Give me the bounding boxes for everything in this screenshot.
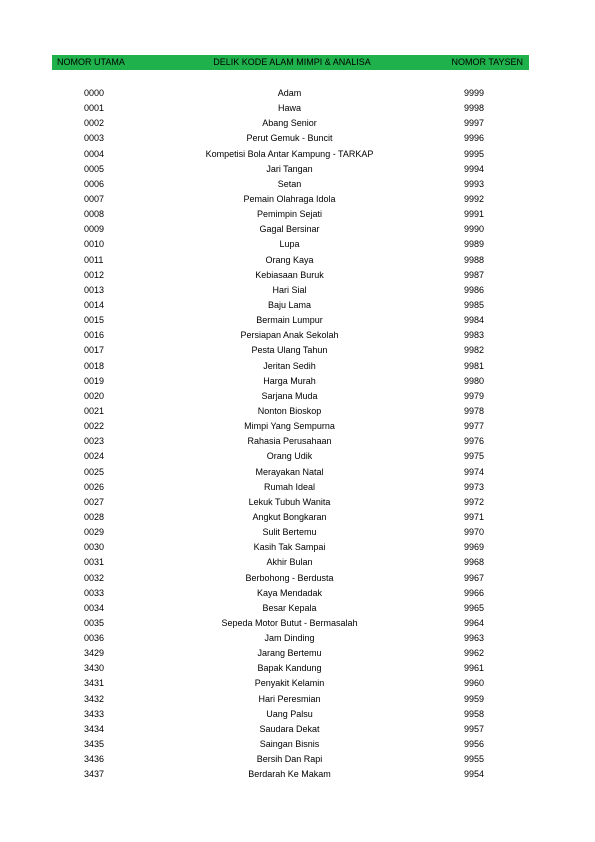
cell-nomor-taysen: 9975	[464, 451, 485, 462]
cell-nomor-taysen: 9994	[464, 163, 485, 174]
table-row	[52, 449, 529, 464]
cell-delik-kode: Lupa	[279, 239, 300, 250]
cell-nomor-taysen: 9960	[464, 678, 485, 689]
table-row	[52, 313, 529, 328]
cell-nomor-taysen: 9977	[464, 421, 485, 432]
cell-delik-kode: Bermain Lumpur	[256, 315, 323, 326]
table-row	[52, 177, 529, 192]
cell-nomor-taysen: 9963	[464, 633, 485, 644]
cell-nomor-utama: 0019	[84, 375, 105, 386]
cell-nomor-taysen: 9981	[464, 360, 485, 371]
cell-delik-kode: Saingan Bisnis	[259, 739, 320, 750]
table-header	[52, 55, 529, 70]
table-row	[52, 676, 529, 691]
cell-nomor-utama: 0020	[84, 390, 105, 401]
table-row	[52, 661, 529, 676]
cell-delik-kode: Bersih Dan Rapi	[256, 754, 323, 765]
cell-nomor-utama: 3437	[84, 769, 105, 780]
cell-nomor-taysen: 9992	[464, 193, 485, 204]
table-row	[52, 571, 529, 586]
cell-nomor-taysen: 9968	[464, 557, 485, 568]
cell-nomor-utama: 3436	[84, 754, 105, 765]
cell-nomor-utama: 3429	[84, 648, 105, 659]
cell-nomor-taysen: 9974	[464, 466, 485, 477]
cell-nomor-taysen: 9980	[464, 375, 485, 386]
cell-delik-kode: Mimpi Yang Sempurna	[244, 421, 335, 432]
cell-delik-kode: Penyakit Kelamin	[254, 678, 325, 689]
cell-nomor-utama: 3430	[84, 663, 105, 674]
cell-nomor-utama: 0001	[84, 103, 105, 114]
table-row	[52, 162, 529, 177]
cell-delik-kode: Sepeda Motor Butut - Bermasalah	[221, 617, 358, 628]
cell-nomor-taysen: 9996	[464, 133, 485, 144]
cell-nomor-utama: 0022	[84, 421, 105, 432]
cell-nomor-utama: 0010	[84, 239, 105, 250]
cell-nomor-utama: 0005	[84, 163, 105, 174]
cell-nomor-utama: 0024	[84, 451, 105, 462]
cell-nomor-taysen: 9997	[464, 118, 485, 129]
cell-nomor-utama: 0012	[84, 269, 105, 280]
table-row	[52, 480, 529, 495]
cell-nomor-taysen: 9988	[464, 254, 485, 265]
cell-nomor-utama: 0032	[84, 572, 105, 583]
cell-delik-kode: Orang Kaya	[265, 254, 314, 265]
cell-delik-kode: Akhir Bulan	[266, 557, 313, 568]
table-row	[52, 631, 529, 646]
cell-nomor-utama: 0006	[84, 178, 105, 189]
table-row	[52, 434, 529, 449]
cell-delik-kode: Sulit Bertemu	[262, 527, 317, 538]
cell-delik-kode: Sarjana Muda	[261, 390, 318, 401]
table-row	[52, 222, 529, 237]
cell-nomor-taysen: 9967	[464, 572, 485, 583]
cell-nomor-utama: 0008	[84, 209, 105, 220]
cell-nomor-taysen: 9965	[464, 602, 485, 613]
cell-nomor-taysen: 9962	[464, 648, 485, 659]
cell-nomor-taysen: 9969	[464, 542, 485, 553]
cell-nomor-taysen: 9995	[464, 148, 485, 159]
table-row	[52, 343, 529, 358]
cell-nomor-utama: 0029	[84, 527, 105, 538]
cell-nomor-utama: 0033	[84, 587, 105, 598]
cell-nomor-utama: 3435	[84, 739, 105, 750]
table-row	[52, 131, 529, 146]
table-row	[52, 147, 529, 162]
cell-delik-kode: Jam Dinding	[264, 633, 315, 644]
cell-delik-kode: Gagal Bersinar	[259, 224, 320, 235]
cell-nomor-utama: 0023	[84, 436, 105, 447]
cell-nomor-utama: 3432	[84, 693, 105, 704]
cell-delik-kode: Bapak Kandung	[257, 663, 322, 674]
cell-nomor-taysen: 9986	[464, 284, 485, 295]
header-delik-kode: DELIK KODE ALAM MIMPI & ANALISA	[213, 57, 371, 67]
cell-delik-kode: Nonton Bioskop	[257, 405, 322, 416]
table-row	[52, 253, 529, 268]
cell-nomor-taysen: 9983	[464, 330, 485, 341]
cell-delik-kode: Merayakan Natal	[255, 466, 324, 477]
cell-delik-kode: Pemimpin Sejati	[256, 209, 323, 220]
cell-nomor-utama: 0035	[84, 617, 105, 628]
cell-delik-kode: Persiapan Anak Sekolah	[240, 330, 339, 341]
cell-nomor-utama: 0013	[84, 284, 105, 295]
table-row	[52, 465, 529, 480]
table-row	[52, 359, 529, 374]
cell-nomor-taysen: 9976	[464, 436, 485, 447]
cell-nomor-utama: 0030	[84, 542, 105, 553]
cell-nomor-taysen: 9957	[464, 723, 485, 734]
cell-nomor-taysen: 9956	[464, 739, 485, 750]
cell-nomor-taysen: 9958	[464, 708, 485, 719]
table-row	[52, 767, 529, 782]
cell-nomor-utama: 0016	[84, 330, 105, 341]
cell-nomor-utama: 0015	[84, 315, 105, 326]
cell-delik-kode: Pemain Olahraga Idola	[243, 193, 336, 204]
table-row	[52, 237, 529, 252]
cell-nomor-utama: 0009	[84, 224, 105, 235]
cell-delik-kode: Rahasia Perusahaan	[247, 436, 332, 447]
cell-nomor-taysen: 9972	[464, 496, 485, 507]
cell-nomor-utama: 0034	[84, 602, 105, 613]
table-row	[52, 586, 529, 601]
table-row	[52, 737, 529, 752]
cell-nomor-taysen: 9989	[464, 239, 485, 250]
table-row	[52, 510, 529, 525]
table-row	[52, 495, 529, 510]
table-row	[52, 646, 529, 661]
table-row	[52, 298, 529, 313]
cell-delik-kode: Jarang Bertemu	[257, 648, 322, 659]
table-row	[52, 525, 529, 540]
cell-nomor-utama: 0017	[84, 345, 105, 356]
table-row	[52, 540, 529, 555]
table-row	[52, 419, 529, 434]
cell-delik-kode: Hari Sial	[272, 284, 307, 295]
table-row	[52, 86, 529, 101]
cell-delik-kode: Berdarah Ke Makam	[248, 769, 331, 780]
table-row	[52, 268, 529, 283]
cell-nomor-taysen: 9987	[464, 269, 485, 280]
table-row	[52, 707, 529, 722]
cell-nomor-utama: 0036	[84, 633, 105, 644]
cell-nomor-utama: 0011	[84, 254, 104, 265]
cell-delik-kode: Angkut Bongkaran	[252, 511, 327, 522]
cell-delik-kode: Setan	[277, 178, 302, 189]
cell-nomor-taysen: 9990	[464, 224, 485, 235]
table-row	[52, 374, 529, 389]
cell-delik-kode: Saudara Dekat	[259, 723, 320, 734]
cell-nomor-taysen: 9966	[464, 587, 485, 598]
cell-delik-kode: Kaya Mendadak	[256, 587, 323, 598]
cell-nomor-taysen: 9971	[464, 511, 485, 522]
cell-nomor-taysen: 9985	[464, 299, 485, 310]
cell-delik-kode: Kasih Tak Sampai	[253, 542, 326, 553]
cell-nomor-utama: 0026	[84, 481, 105, 492]
cell-delik-kode: Hari Peresmian	[258, 693, 321, 704]
cell-delik-kode: Jari Tangan	[266, 163, 313, 174]
table-body	[52, 86, 529, 782]
table-row	[52, 283, 529, 298]
cell-delik-kode: Baju Lama	[267, 299, 312, 310]
cell-nomor-taysen: 9998	[464, 103, 485, 114]
table-row	[52, 692, 529, 707]
cell-delik-kode: Besar Kepala	[262, 602, 317, 613]
header-nomor-utama: NOMOR UTAMA	[57, 57, 125, 67]
cell-nomor-utama: 0021	[84, 405, 105, 416]
table-row	[52, 389, 529, 404]
cell-nomor-taysen: 9954	[464, 769, 485, 780]
cell-nomor-taysen: 9959	[464, 693, 485, 704]
cell-delik-kode: Jeritan Sedih	[263, 360, 316, 371]
cell-delik-kode: Pesta Ulang Tahun	[251, 345, 328, 356]
cell-delik-kode: Rumah Ideal	[263, 481, 316, 492]
cell-nomor-utama: 0028	[84, 511, 105, 522]
cell-delik-kode: Perut Gemuk - Buncit	[246, 133, 333, 144]
cell-nomor-utama: 0000	[84, 88, 105, 98]
header-nomor-taysen: NOMOR TAYSEN	[451, 57, 523, 67]
cell-delik-kode: Adam	[277, 88, 302, 98]
table-row	[52, 601, 529, 616]
cell-delik-kode: Uang Palsu	[266, 708, 313, 719]
cell-nomor-taysen: 9984	[464, 315, 485, 326]
table-row	[52, 752, 529, 767]
cell-nomor-utama: 0027	[84, 496, 105, 507]
cell-nomor-taysen: 9964	[464, 617, 485, 628]
table-row	[52, 555, 529, 570]
cell-nomor-taysen: 9961	[464, 663, 485, 674]
table-row	[52, 722, 529, 737]
cell-delik-kode: Harga Murah	[263, 375, 316, 386]
table-row	[52, 328, 529, 343]
cell-nomor-utama: 0003	[84, 133, 105, 144]
table-row	[52, 404, 529, 419]
cell-nomor-utama: 0002	[84, 118, 105, 129]
cell-delik-kode: Kebiasaan Buruk	[255, 269, 324, 280]
cell-delik-kode: Orang Udik	[266, 451, 313, 462]
table-row	[52, 192, 529, 207]
table-row	[52, 101, 529, 116]
cell-nomor-taysen: 9982	[464, 345, 485, 356]
cell-nomor-utama: 0014	[84, 299, 105, 310]
cell-nomor-taysen: 9978	[464, 405, 485, 416]
cell-delik-kode: Kompetisi Bola Antar Kampung - TARKAP	[205, 148, 374, 159]
cell-nomor-utama: 3433	[84, 708, 105, 719]
cell-nomor-taysen: 9979	[464, 390, 485, 401]
cell-nomor-utama: 3431	[84, 678, 105, 689]
cell-nomor-taysen: 9993	[464, 178, 485, 189]
cell-nomor-taysen: 9955	[464, 754, 485, 765]
table-row	[52, 616, 529, 631]
cell-nomor-utama: 3434	[84, 723, 105, 734]
cell-nomor-utama: 0025	[84, 466, 105, 477]
cell-nomor-utama: 0007	[84, 193, 105, 204]
cell-nomor-taysen: 9970	[464, 527, 485, 538]
cell-nomor-taysen: 9991	[464, 209, 485, 220]
table-row	[52, 207, 529, 222]
cell-delik-kode: Hawa	[277, 103, 301, 114]
cell-nomor-utama: 0031	[84, 557, 105, 568]
cell-nomor-utama: 0004	[84, 148, 105, 159]
cell-nomor-taysen: 9999	[464, 88, 485, 98]
cell-delik-kode: Berbohong - Berdusta	[245, 572, 334, 583]
cell-delik-kode: Abang Senior	[262, 118, 317, 129]
table-row	[52, 116, 529, 131]
cell-nomor-taysen: 9973	[464, 481, 485, 492]
cell-nomor-utama: 0018	[84, 360, 105, 371]
cell-delik-kode: Lekuk Tubuh Wanita	[248, 496, 331, 507]
